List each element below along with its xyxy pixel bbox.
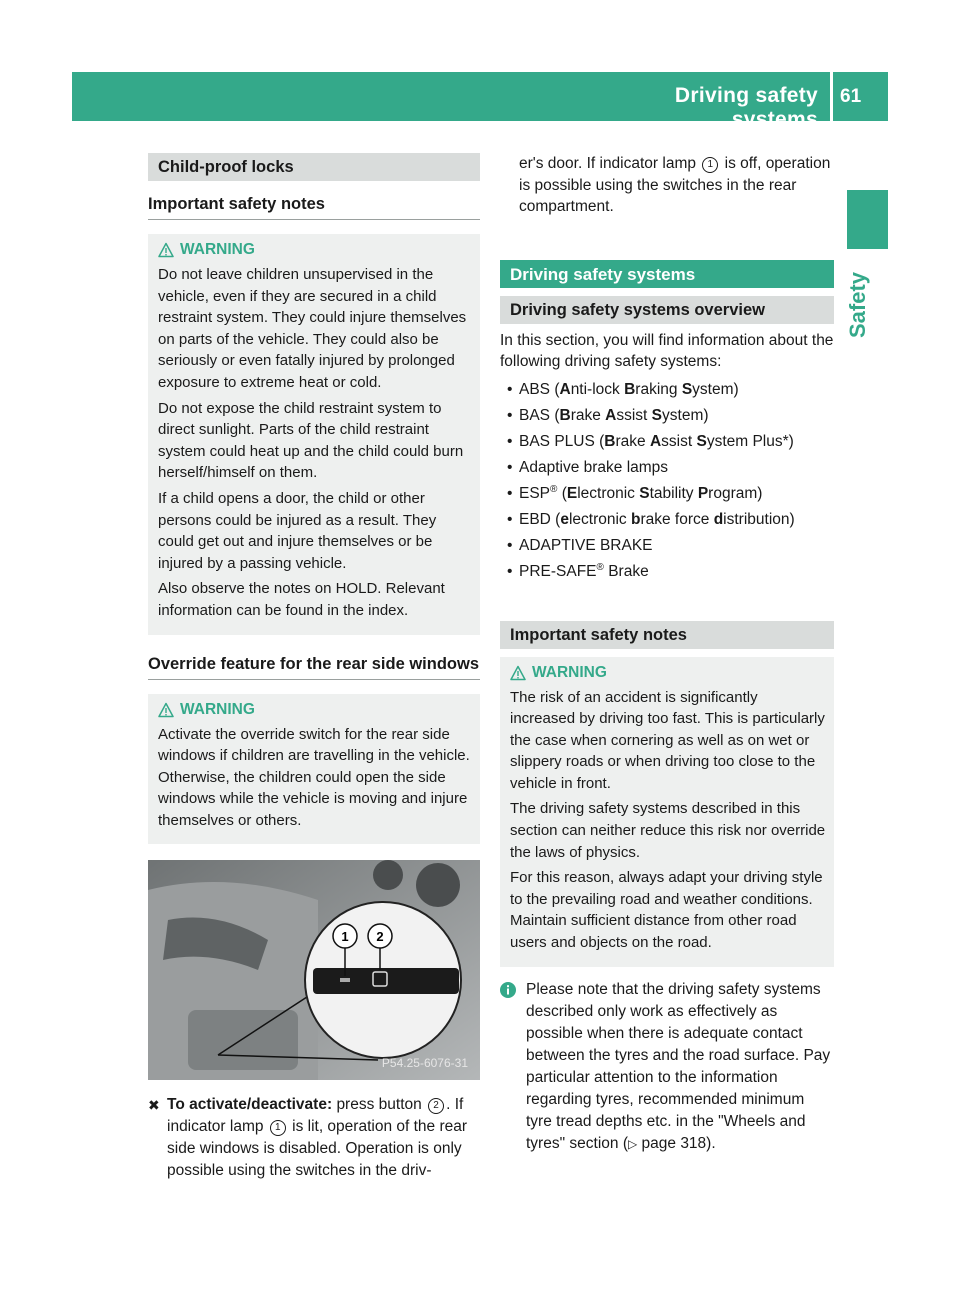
warning-box-override [148,694,480,845]
step-label: To activate/deactivate: [167,1096,333,1114]
list-item: • ABS (Anti-lock Braking System) [500,377,834,403]
warning-paragraph: Activate the override switch for the rear side windows if children are travelling in the vehicle. Otherwise, the children could open the side windows while the vehicle is moving and injure themselves or others. [158,725,470,829]
page-header-title: Driving safety systems [674,84,818,131]
section-band-child-proof-locks: Child-proof locks [148,153,480,181]
warning-box-speed [500,657,834,967]
systems-list [500,377,834,585]
list-item: • Adaptive brake lamps [500,455,834,481]
page-ref-arrow-icon: ▷ [627,1136,638,1151]
section-band-overview: Driving safety systems overview [500,296,834,324]
warning-triangle-icon [158,702,174,718]
chapter-tab [847,190,888,249]
warning-paragraph: Also observe the notes on HOLD. Relevant information can be found in the index. [158,580,445,619]
callout-number-2: 2 [376,929,384,945]
warning-triangle-icon [510,665,526,681]
warning-title [158,698,472,722]
warning-paragraph: The risk of an accident is significantly increased by driving too fast. This is particularly the case when cornering as well as on wet or slippery roads or when driving too close to the vehicle in front. [510,688,825,792]
warning-title [158,238,472,262]
text: er's door. If indicator lamp [519,155,696,172]
warning-box-children [148,234,480,635]
list-item: • BAS PLUS (Brake Assist System Plus*) [500,429,834,455]
chapter-label: Safety [845,271,870,338]
text: is off, operation is possible using the switches in the rear compartment. [519,155,831,215]
header-separator [830,72,833,121]
info-text: Please note that the driving safety systems described only work as effectively as possible when there is adequate contact between the tyres and the road surface. Pay particular attention to the information regarding tyres, recommended minimum tyre tread depths etc. in the "Wheels and tyres" section ( [526,980,831,1152]
instruction-step [148,1094,480,1182]
list-item: • ESP® (Electronic Stability Program) [500,481,834,507]
lamp-ref-1: 1 [270,1120,286,1136]
warning-triangle-icon [158,242,174,258]
right-column [500,153,834,1155]
warning-paragraph: If a child opens a door, the child or other persons could be injured as a result. They could get out and injure themselves or be injured by a passing vehicle. [158,489,437,572]
subheading-override-feature: Override feature for the rear side windows [148,653,480,680]
step-text: is lit, operation of the rear side windows is disabled. Operation is only possible using the switches in the driv- [167,1118,468,1180]
continued-text [500,153,834,218]
list-item: • EBD (electronic brake force distribution) [500,507,834,533]
left-column [148,153,480,1182]
section-band-driving-safety-systems: Driving safety systems [500,260,834,288]
warning-label: WARNING [180,241,255,258]
subheading-important-safety-notes: Important safety notes [148,193,480,220]
warning-paragraph: For this reason, always adapt your driving style to the prevailing road and weather conditions. Maintain sufficient distance from other road users and objects on the road. [510,869,823,952]
warning-label: WARNING [180,700,255,718]
step-text: press button [336,1096,422,1114]
callout-number-1: 1 [341,929,349,945]
warning-paragraph: The driving safety systems described in this section can neither reduce this risk nor override the laws of physics. [510,800,826,861]
step-text: If indicator lamp [167,1096,464,1136]
list-item: • ADAPTIVE BRAKE [500,533,834,559]
warning-paragraph: Do not expose the child restraint system to direct sunlight. Parts of the child restraint system could heat up and the child could burn herself/himself on them. [158,399,464,482]
door-panel-figure [148,860,480,1080]
warning-label: WARNING [532,663,607,681]
info-text: page 318). [637,1134,716,1152]
warning-title [510,661,826,685]
figure-reference: P54.25-6076-31 [381,1055,468,1070]
lamp-ref-1: 1 [702,157,718,173]
warning-paragraph: Do not leave children unsupervised in the vehicle, even if they are secured in a child restraint system. They could injure themselves on parts of the vehicle. They could also be seriously or even fatally injured by prolonged exposure to extreme heat or cold. [158,266,467,391]
list-item: • PRE-SAFE® Brake [500,559,834,585]
intro-paragraph: In this section, you will find information about the following driving safety systems: [500,331,834,370]
step-text: . [446,1096,451,1114]
step-arrow-icon: ✖ [148,1097,160,1114]
info-icon [500,982,516,998]
list-item: • BAS (Brake Assist System) [500,403,834,429]
button-ref-2: 2 [428,1098,444,1114]
section-band-important-safety-notes: Important safety notes [500,621,834,649]
page-number: 61 [840,86,862,107]
door-panel-illustration [148,860,480,1080]
info-note [500,979,834,1155]
